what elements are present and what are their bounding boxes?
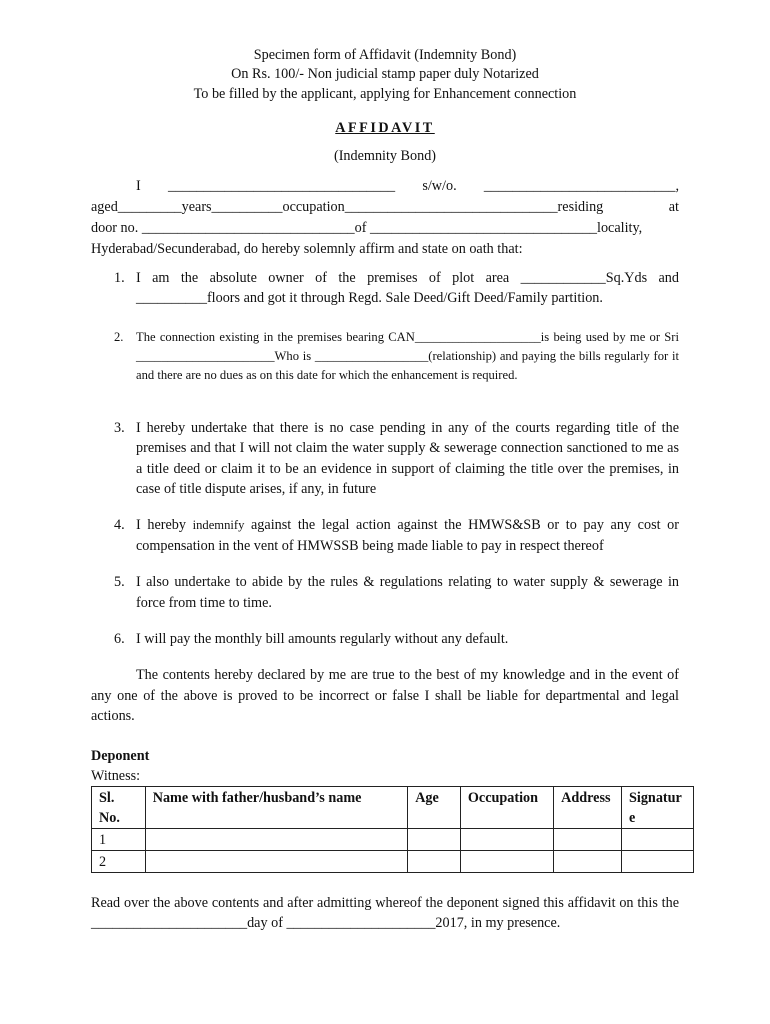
header-line-3: To be filled by the applicant, applying for Enhancement connection: [193, 85, 577, 102]
header-line-2: On Rs. 100/- Non judicial stamp paper duly Notarized: [231, 66, 539, 83]
undertaking-list: [91, 268, 679, 651]
cell-address[interactable]: [554, 828, 622, 850]
affidavit-page: [91, 46, 682, 934]
item-number: 1.: [114, 269, 125, 286]
item-text: The connection existing in the premises bearing CAN____________________is being used by me or Sri ______________________Who is __________________(relationship) and paying the bills regularly for it and there are no dues as on this date for which the enhancement is required.: [136, 329, 679, 382]
name-blank: ________________________________: [168, 177, 396, 194]
list-item: [91, 328, 679, 385]
item-number: 5.: [114, 574, 125, 591]
witness-label: Witness:: [91, 767, 141, 784]
cell-name[interactable]: [145, 828, 407, 850]
list-item: [91, 268, 679, 309]
relation-label: s/w/o.: [422, 177, 457, 194]
item-number: 2.: [114, 329, 124, 344]
oath-line: Hyderabad/Secunderabad, do hereby solemnly affirm and state on oath that:: [91, 240, 523, 257]
col-occupation: Occupation: [460, 786, 553, 828]
cell-age[interactable]: [408, 850, 461, 872]
age-occupation-line: aged_________years__________occupation______________________________residing: [91, 198, 604, 215]
list-item: [91, 572, 679, 613]
door-locality-line: door no. ______________________________of ________________________________locality,: [91, 219, 643, 236]
cell-signature[interactable]: [622, 828, 694, 850]
col-address: Address: [554, 786, 622, 828]
col-sl-no: Sl. No.: [92, 786, 146, 828]
document-title: AFFIDAVIT: [335, 119, 435, 136]
col-name: Name with father/husband’s name: [145, 786, 407, 828]
item-number: 6.: [114, 631, 125, 648]
item-text: I hereby undertake that there is no case pending in any of the courts regarding title of the premises and that I will not claim the water supply & sewerage connection sanctioned to me as a title deed or claim it to be an evidence in support of claiming the title over the premises, in case of title dispute arises, if any, in future: [136, 419, 679, 498]
item-number: 4.: [114, 517, 125, 534]
intro-paragraph: [91, 176, 679, 260]
cell-address[interactable]: [554, 850, 622, 872]
item-text: I also undertake to abide by the rules & regulations relating to water supply & sewerage in force from time to time.: [136, 574, 679, 611]
cell-sl-no: 2: [92, 850, 146, 872]
cell-name[interactable]: [145, 850, 407, 872]
intro-pronoun: I: [136, 177, 141, 194]
list-item: [91, 629, 679, 650]
cell-age[interactable]: [408, 828, 461, 850]
relation-blank: ___________________________,: [483, 177, 679, 194]
item-text: I hereby indemnify against the legal action against the HMWS&SB or to pay any cost or compensation in the vent of HMWSSB being made liable to pay in respect thereof: [136, 517, 679, 554]
list-item: [91, 418, 679, 500]
closing-paragraph: Read over the above contents and after admitting whereof the deponent signed this affidavit on this the ______________________day of _____________________2017, in my presence.: [91, 894, 679, 932]
header-line-1: Specimen form of Affidavit (Indemnity Bond): [253, 47, 517, 63]
cell-sl-no: 1: [92, 828, 146, 850]
col-age: Age: [408, 786, 461, 828]
deponent-label: Deponent: [91, 747, 150, 764]
col-signature: Signature: [622, 786, 694, 828]
table-row: [92, 850, 694, 872]
table-header-row: [92, 786, 694, 828]
witness-table: [91, 786, 694, 873]
item-text: I am the absolute owner of the premises of plot area ____________Sq.Yds and __________floors and got it through Regd. Sale Deed/Gift Deed/Family partition.: [136, 269, 679, 307]
table-row: [92, 828, 694, 850]
document-subtitle: (Indemnity Bond): [333, 147, 437, 164]
item-number: 3.: [114, 419, 125, 436]
cell-occupation[interactable]: [460, 850, 553, 872]
declaration-paragraph: The contents hereby declared by me are true to the best of my knowledge and in the event of any one of the above is proved to be incorrect or false I shall be liable for departmental and legal actions.: [91, 667, 679, 725]
item-text: I will pay the monthly bill amounts regularly without any default.: [136, 631, 509, 648]
cell-signature[interactable]: [622, 850, 694, 872]
list-item: [91, 515, 679, 556]
intro-at: at: [668, 198, 679, 215]
cell-occupation[interactable]: [460, 828, 553, 850]
